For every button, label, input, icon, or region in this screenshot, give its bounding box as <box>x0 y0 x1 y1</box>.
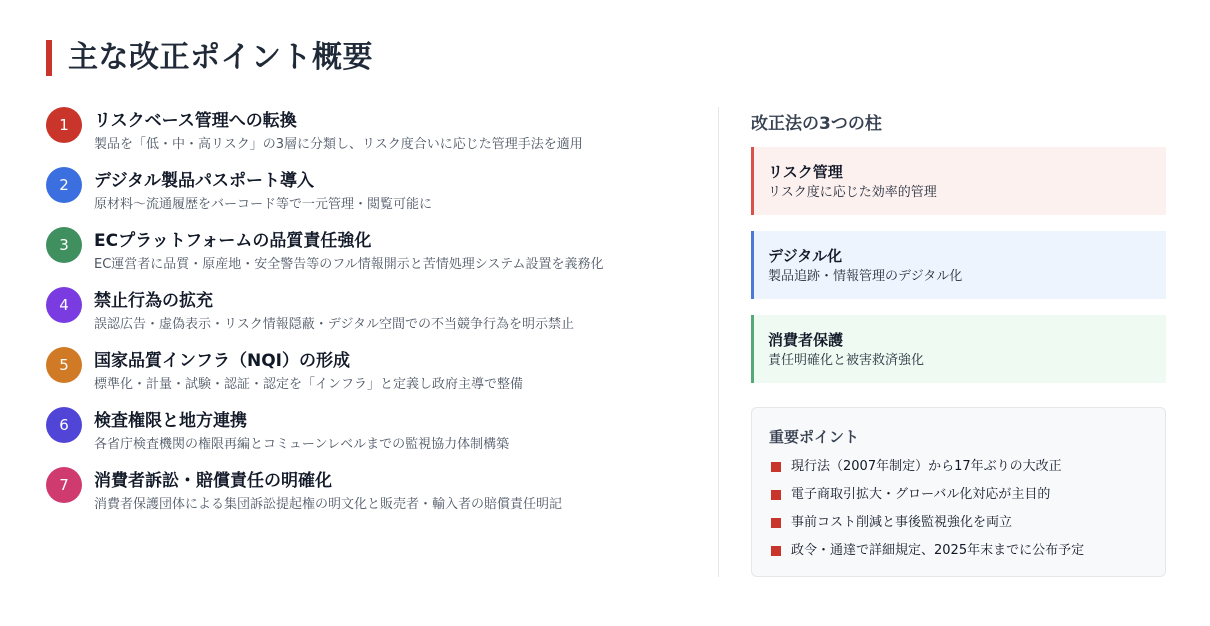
pillar-title: 消費者保護 <box>768 331 844 349</box>
point-title: デジタル製品パスポート導入 <box>94 171 314 191</box>
number-badge: 5 <box>46 347 82 383</box>
point-description: 原材料〜流通履歴をバーコード等で一元管理・閲覧可能に <box>94 197 433 212</box>
number-badge: 4 <box>46 287 82 323</box>
key-point-text: 現行法（2007年制定）から17年ぶりの大改正 <box>791 459 1062 474</box>
square-bullet-icon <box>771 462 781 472</box>
point-title: ECプラットフォームの品質責任強化 <box>94 231 372 251</box>
point-description: 製品を「低・中・高リスク」の3層に分類し、リスク度合いに応じた管理手法を適用 <box>94 137 583 152</box>
number-badge: 1 <box>46 107 82 143</box>
key-point-item <box>769 485 1165 513</box>
number-badge: 3 <box>46 227 82 263</box>
key-point-item <box>769 513 1165 541</box>
pillar-card-risk <box>751 147 1166 215</box>
reform-points-list <box>46 107 686 527</box>
key-point-text: 政令・通達で詳細規定、2025年末までに公布予定 <box>791 543 1085 558</box>
square-bullet-icon <box>771 518 781 528</box>
point-title: 国家品質インフラ（NQI）の形成 <box>94 351 351 371</box>
list-item <box>46 167 686 227</box>
list-item <box>46 287 686 347</box>
point-description: 各省庁検査機関の権限再編とコミューンレベルまでの監視協力体制構築 <box>94 437 510 452</box>
number-badge: 2 <box>46 167 82 203</box>
pillar-title: デジタル化 <box>768 247 843 265</box>
pillar-card-digital <box>751 231 1166 299</box>
vertical-divider <box>718 107 719 577</box>
point-title: リスクベース管理への転換 <box>94 111 297 131</box>
pillar-description: 製品追跡・情報管理のデジタル化 <box>768 269 963 284</box>
square-bullet-icon <box>771 490 781 500</box>
pillar-description: リスク度に応じた効率的管理 <box>768 185 937 200</box>
pillar-description: 責任明確化と被害救済強化 <box>768 353 925 368</box>
pillar-card-consumer <box>751 315 1166 383</box>
pillars-heading: 改正法の3つの柱 <box>751 114 882 134</box>
pillar-title: リスク管理 <box>768 163 843 181</box>
key-point-text: 電子商取引拡大・グローバル化対応が主目的 <box>791 487 1051 502</box>
key-point-item <box>769 457 1165 485</box>
list-item <box>46 467 686 527</box>
key-point-text: 事前コスト削減と事後監視強化を両立 <box>791 515 1013 530</box>
point-description: EC運営者に品質・原産地・安全警告等のフル情報開示と苦情処理システム設置を義務化 <box>94 257 604 272</box>
title-accent-bar <box>46 40 52 76</box>
list-item <box>46 107 686 167</box>
list-item <box>46 407 686 467</box>
number-badge: 6 <box>46 407 82 443</box>
point-title: 禁止行為の拡充 <box>94 291 213 311</box>
square-bullet-icon <box>771 546 781 556</box>
key-points-title: 重要ポイント <box>769 428 860 446</box>
number-badge: 7 <box>46 467 82 503</box>
list-item <box>46 347 686 407</box>
key-point-item <box>769 541 1165 569</box>
point-description: 誤認広告・虚偽表示・リスク情報隠蔽・デジタル空間での不当競争行為を明示禁止 <box>94 317 574 332</box>
point-title: 消費者訴訟・賠償責任の明確化 <box>94 471 332 491</box>
point-description: 標準化・計量・試験・認証・認定を「インフラ」と定義し政府主導で整備 <box>94 377 524 392</box>
point-title: 検査権限と地方連携 <box>94 411 247 431</box>
page-title: 主な改正ポイント概要 <box>68 40 373 75</box>
key-points-box <box>751 407 1166 577</box>
point-description: 消費者保護団体による集団訴訟提起権の明文化と販売者・輸入者の賠償責任明記 <box>94 497 563 512</box>
list-item <box>46 227 686 287</box>
